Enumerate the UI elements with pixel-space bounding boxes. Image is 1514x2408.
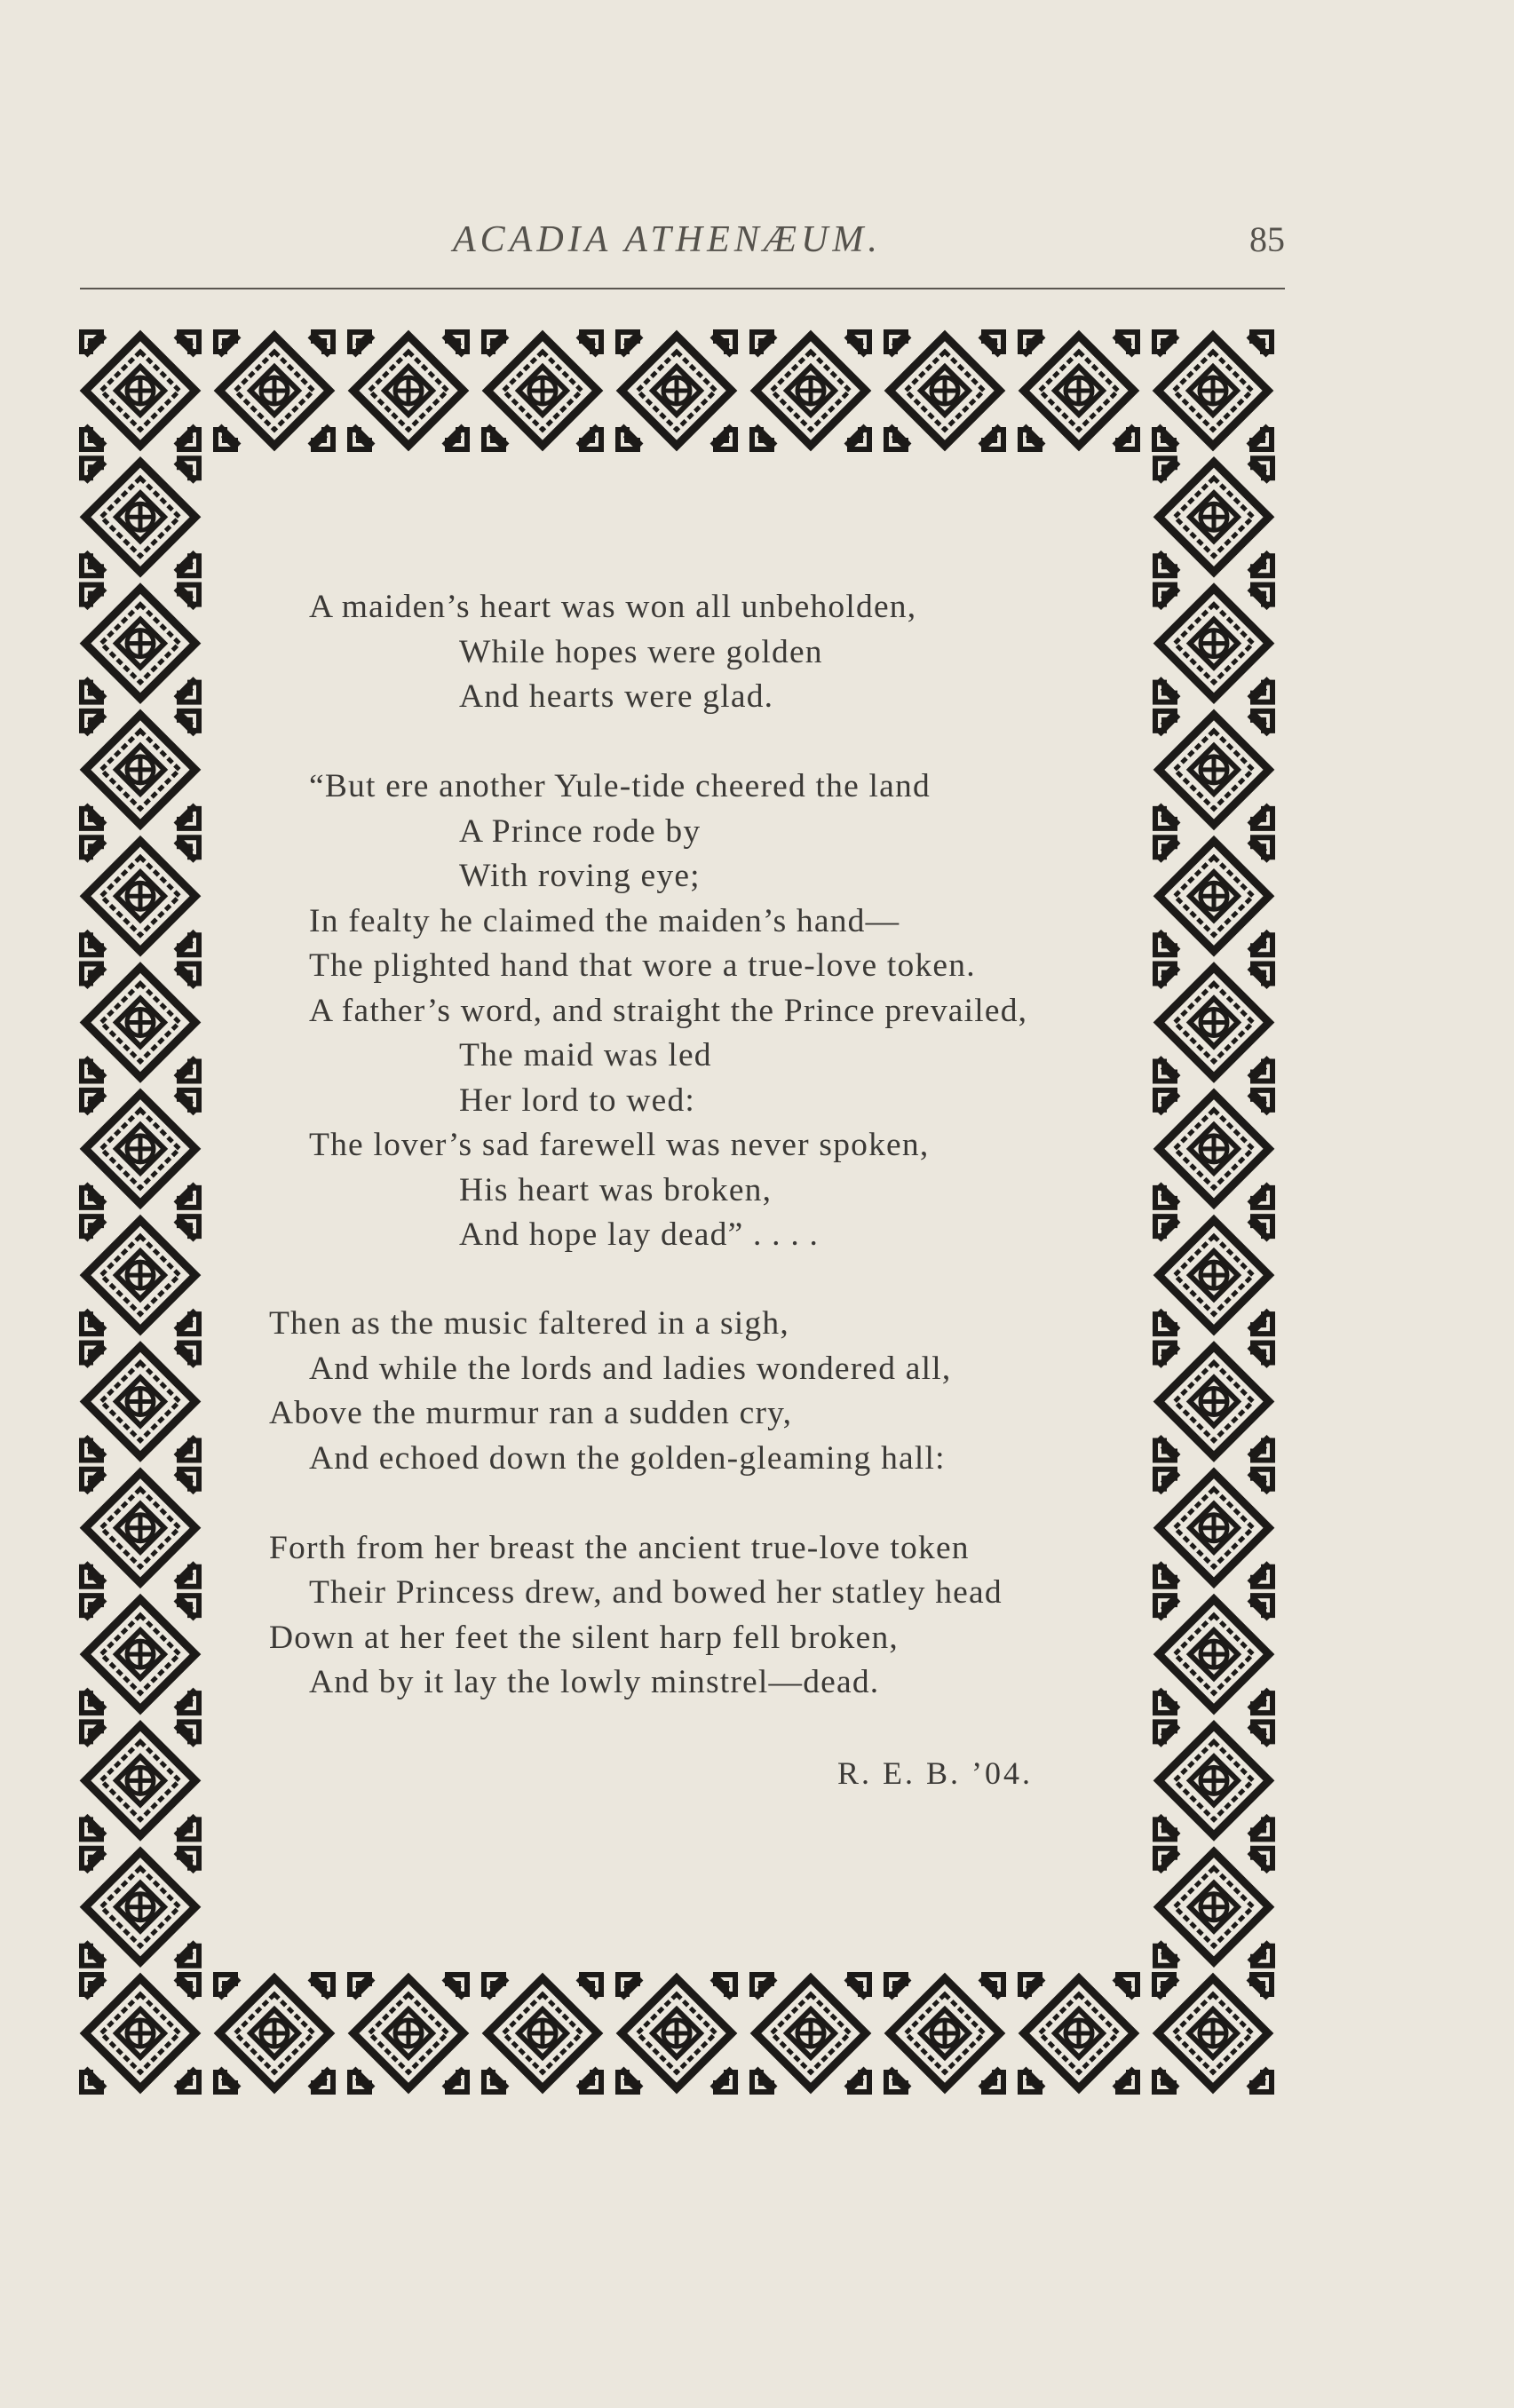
poem-line: Her lord to wed: — [459, 1082, 696, 1119]
poem-line: His heart was broken, — [459, 1172, 773, 1208]
journal-title: ACADIA ATHENÆUM. — [453, 219, 882, 260]
poem-line: Their Princess drew, and bowed her statley head — [309, 1574, 1003, 1611]
poem-line: Down at her feet the silent harp fell broken, — [269, 1620, 899, 1656]
poem-line: Then as the music faltered in a sigh, — [269, 1305, 789, 1342]
poem-line: While hopes were golden — [459, 634, 823, 670]
poem-line: A father’s word, and straight the Prince prevailed, — [309, 993, 1028, 1029]
poem-line: The lover’s sad farewell was never spoken, — [309, 1127, 930, 1163]
author-signature: R. E. B. ’04. — [837, 1755, 1034, 1791]
poem-line: Above the murmur ran a sudden cry, — [269, 1395, 793, 1431]
poem-line: The plighted hand that wore a true-love token. — [309, 947, 976, 984]
poem-line: And echoed down the golden-gleaming hall: — [309, 1440, 946, 1477]
poem-line: A Prince rode by — [459, 813, 702, 850]
poem-line: With roving eye; — [459, 858, 701, 894]
poem-line: A maiden’s heart was won all unbeholden, — [309, 589, 917, 625]
poem-line: The maid was led — [459, 1037, 712, 1073]
page-number: 85 — [1249, 219, 1285, 259]
poem-line: And while the lords and ladies wondered all, — [309, 1351, 952, 1387]
poem-line: Forth from her breast the ancient true-love token — [269, 1530, 970, 1566]
poem-line: “But ere another Yule-tide cheered the land — [309, 768, 931, 804]
poem-line: And hope lay dead” . . . . — [459, 1216, 820, 1253]
poem-line: In fealty he claimed the maiden’s hand— — [309, 903, 900, 939]
poem-line: And hearts were glad. — [459, 678, 774, 715]
poem-line: And by it lay the lowly minstrel—dead. — [309, 1664, 880, 1700]
